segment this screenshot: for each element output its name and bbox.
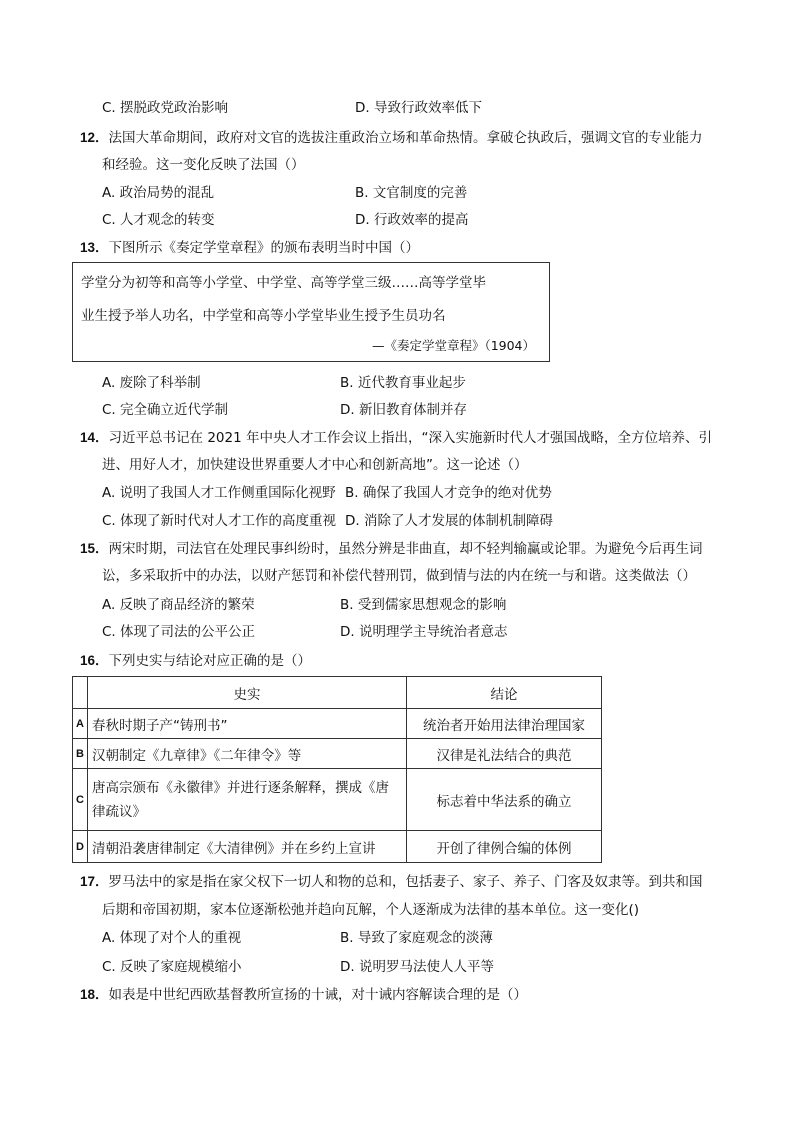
q12-number: 12．: [80, 130, 109, 145]
q15-option-d: D. 说明理学主导统治者意志: [340, 624, 508, 640]
q12-stem-line-2: 和经验。这一变化反映了法国（）: [102, 157, 305, 173]
q15-option-a: A. 反映了商品经济的繁荣: [102, 597, 255, 613]
q14-number: 14．: [80, 430, 109, 445]
table-row: [73, 739, 602, 769]
q13-option-d: D. 新旧教育体制并存: [340, 402, 467, 418]
q13-quote-box: [72, 262, 550, 362]
q17-option-a: A. 体现了对个人的重视: [102, 930, 242, 946]
q16-row-letter: C: [73, 769, 88, 831]
q13-option-a: A. 废除了科举制: [102, 375, 201, 391]
q16-table: [72, 676, 602, 863]
q14-option-b: B. 确保了我国人才竞争的绝对优势: [345, 485, 552, 501]
q16-stem: 16．下列史实与结论对应正确的是（）: [80, 653, 312, 669]
q12-option-d: D. 行政效率的提高: [355, 212, 469, 228]
q16-header-fact: 史实: [88, 677, 407, 709]
q18-number: 18．: [80, 987, 109, 1002]
q13-quote-line-2: 业生授予举人功名，中学堂和高等小学堂毕业生授予生员功名: [81, 308, 446, 324]
q16-header-blank: [73, 677, 88, 709]
q12-option-b: B. 文官制度的完善: [355, 185, 468, 201]
q17-option-c: C. 反映了家庭规模缩小: [102, 959, 242, 975]
q16-row-letter: B: [73, 739, 88, 769]
q15-number: 15．: [80, 541, 109, 556]
q16-header-conclusion: 结论: [407, 677, 602, 709]
q16-row-conclusion: 统治者开始用法律治理国家: [407, 709, 602, 739]
q16-row-fact: 春秋时期子产“铸刑书”: [88, 709, 407, 739]
table-row: [73, 709, 602, 739]
q14-option-c: C. 体现了新时代对人才工作的高度重视: [102, 513, 337, 529]
q14-option-d: D. 消除了人才发展的体制机制障碍: [345, 513, 553, 529]
q13-stem: 13．下图所示《奏定学堂章程》的颁布表明当时中国（）: [80, 240, 420, 256]
q13-number: 13．: [80, 240, 109, 255]
q18-stem: 18．如表是中世纪西欧基督教所宣扬的十诫，对十诫内容解读合理的是（）: [80, 987, 528, 1003]
q14-option-a: A. 说明了我国人才工作侧重国际化视野: [102, 485, 336, 501]
q17-stem-line-1: 17．罗马法中的家是指在家父权下一切人和物的总和，包括妻子、家子、养子、门客及奴隶等。到共和国: [80, 874, 703, 890]
q12-option-c: C. 人才观念的转变: [102, 212, 215, 228]
q16-row-conclusion: 标志着中华法系的确立: [407, 769, 602, 831]
q16-row-conclusion: 开创了律例合编的体例: [407, 831, 602, 863]
q13-option-c: C. 完全确立近代学制: [102, 402, 229, 418]
q17-option-b: B. 导致了家庭观念的淡薄: [340, 930, 493, 946]
q13-option-b: B. 近代教育事业起步: [340, 375, 466, 391]
q15-stem-line-1: 15．两宋时期，司法官在处理民事纠纷时，虽然分辨是非曲直，却不轻判输赢或论罪。为避免今后再生词: [80, 541, 703, 557]
q16-row-conclusion: 汉律是礼法结合的典范: [407, 739, 602, 769]
q16-row-fact: 汉朝制定《九章律》《二年律令》等: [88, 739, 407, 769]
q16-row-letter: D: [73, 831, 88, 863]
q14-stem-line-1: 14．习近平总书记在 2021 年中央人才工作会议上指出，“深入实施新时代人才强国战略，全方位培养、引: [80, 430, 712, 446]
q17-number: 17．: [80, 874, 109, 889]
q13-quote-line-1: 学堂分为初等和高等小学堂、中学堂、高等学堂三级……高等学堂毕: [81, 275, 486, 291]
q16-row-fact: 清朝沿袭唐律制定《大清律例》并在乡约上宣讲: [88, 831, 407, 863]
q17-option-d: D. 说明罗马法使人人平等: [340, 959, 494, 975]
q15-stem-line-2: 讼，多采取折中的办法，以财产惩罚和补偿代替刑罚，做到情与法的内在统一与和谐。这类做法（）: [102, 568, 696, 584]
table-row: [73, 831, 602, 863]
q11-option-d: D. 导致行政效率低下: [355, 100, 482, 116]
q15-option-c: C. 体现了司法的公平公正: [102, 624, 256, 640]
q16-table-header: [73, 677, 602, 709]
q15-option-b: B. 受到儒家思想观念的影响: [340, 597, 507, 613]
q16-row-letter: A: [73, 709, 88, 739]
table-row: [73, 769, 602, 831]
q17-stem-line-2: 后期和帝国初期，家本位逐渐松弛并趋向瓦解，个人逐渐成为法律的基本单位。这一变化(): [102, 902, 640, 918]
q14-stem-line-2: 进、用好人才，加快建设世界重要人才中心和创新高地”。这一论述（）: [102, 457, 528, 473]
q16-number: 16．: [80, 653, 109, 668]
q16-row-fact: 唐高宗颁布《永徽律》并进行逐条解释，撰成《唐律疏议》: [88, 769, 407, 831]
q13-quote-source: —《奏定学堂章程》（1904）: [371, 338, 535, 353]
q12-option-a: A. 政治局势的混乱: [102, 185, 215, 201]
q12-stem-line-1: 12．法国大革命期间，政府对文官的选拔注重政治立场和革命热情。拿破仑执政后，强调文官的专业能力: [80, 130, 703, 146]
q11-option-c: C. 摆脱政党政治影响: [102, 100, 229, 116]
